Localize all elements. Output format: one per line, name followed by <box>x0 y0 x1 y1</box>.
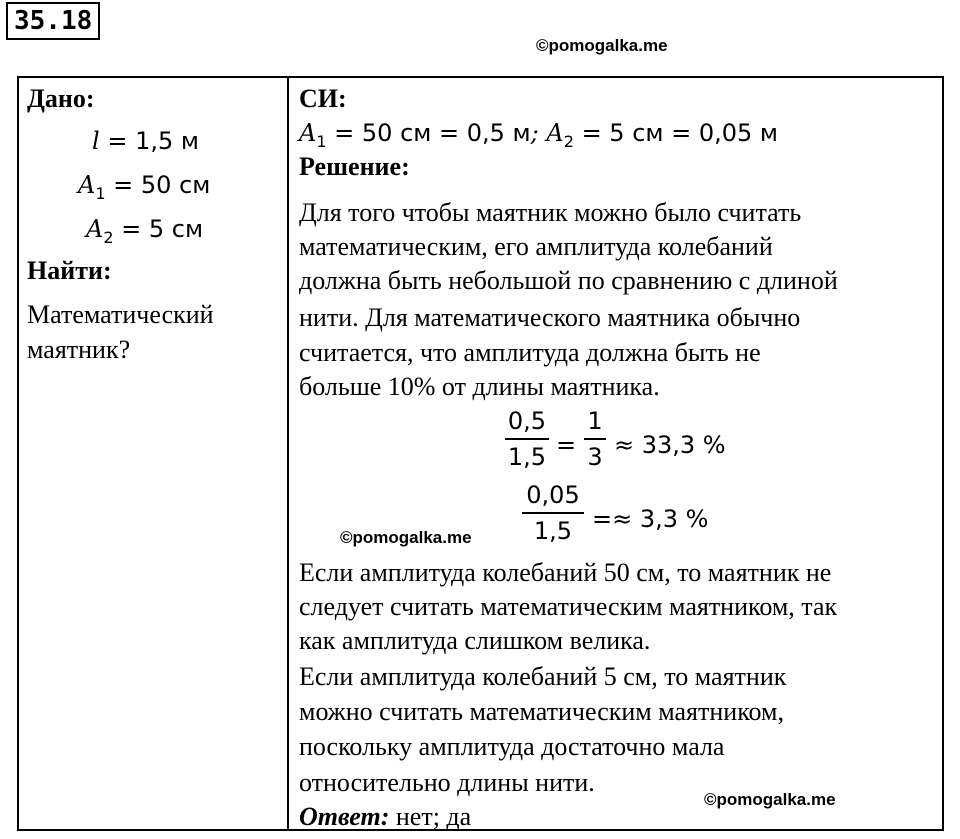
fraction-2-denominator: 1,5 <box>533 517 573 545</box>
solution-p1-line-1: Для того чтобы маятник можно было считать <box>299 198 802 227</box>
fraction-2 <box>522 480 584 546</box>
fraction-1b <box>584 406 606 472</box>
fraction-1-denominator: 1,5 <box>507 443 547 471</box>
find-heading: Найти: <box>27 256 112 285</box>
solution-p1-line-3: должна быть небольшой по сравнению с длиной <box>299 266 838 295</box>
a1-subscript: 1 <box>95 184 106 203</box>
given-length-value: = 1,5 м <box>107 127 199 155</box>
answer-label: Ответ: <box>299 802 390 831</box>
find-line-1: Математический <box>27 300 214 329</box>
a2-symbol: A <box>86 215 104 243</box>
formula-1-equals: = <box>556 431 577 459</box>
solution-p2-line-2: следует считать математическим маятником, так <box>299 592 838 621</box>
fraction-1b-numerator: 1 <box>587 407 603 435</box>
solution-p2-line-6: поскольку амплитуда достаточно мала <box>299 732 725 761</box>
find-line-2: маятник? <box>27 335 131 364</box>
given-length <box>92 124 199 158</box>
formula-1-result: ≈ 33,3 % <box>614 431 726 459</box>
solution-p1-line-5: считается, что амплитуда должна быть не <box>299 338 761 367</box>
column-divider <box>287 76 289 831</box>
solution-p2-line-1: Если амплитуда колебаний 50 см, то маятник не <box>299 558 832 587</box>
si-a1-symbol: A <box>299 119 317 147</box>
solution-p2-line-3: как амплитуда слишком велика. <box>299 626 651 655</box>
solution-heading: Решение: <box>299 152 410 181</box>
fraction-1-numerator: 0,5 <box>507 407 547 435</box>
formula-2-result: =≈ 3,3 % <box>592 505 709 533</box>
solution-p2-line-5: можно считать математическим маятником, <box>299 697 784 726</box>
given-a2 <box>86 212 203 255</box>
si-a1-subscript: 1 <box>316 132 327 151</box>
given-a1 <box>78 168 210 211</box>
solution-p1-line-2: математическим, его амплитуда колебаний <box>299 232 773 261</box>
a2-subscript: 2 <box>103 228 114 247</box>
si-a2-symbol: A <box>546 119 564 147</box>
solution-p2-line-7: относительно длины нити. <box>299 768 595 797</box>
si-a2-value: = 5 см = 0,05 м <box>581 119 779 147</box>
given-a2-value: = 5 см <box>121 215 204 243</box>
fraction-1-bar <box>505 438 549 440</box>
si-a1-value: = 50 см = 0,5 м <box>334 119 531 147</box>
fraction-1b-bar <box>584 438 606 440</box>
given-a1-value: = 50 см <box>113 171 211 199</box>
fraction-1b-denominator: 3 <box>587 443 603 471</box>
si-heading: СИ: <box>299 84 347 113</box>
given-heading: Дано: <box>27 84 95 113</box>
l-symbol: l <box>92 127 100 155</box>
si-a2-subscript: 2 <box>563 132 574 151</box>
solution-p1-line-4: нити. Для математического маятника обычно <box>299 303 801 332</box>
fraction-2-bar <box>522 512 584 514</box>
solution-p2-line-4: Если амплитуда колебаний 5 см, то маятник <box>299 662 787 691</box>
solution-p1-line-6: больше 10% от длины маятника. <box>299 372 660 401</box>
si-separator: ; <box>530 119 539 147</box>
watermark-middle: ©pomogalka.me <box>340 528 472 547</box>
fraction-2-numerator: 0,05 <box>526 481 580 509</box>
answer <box>299 800 471 834</box>
fraction-1 <box>505 406 549 472</box>
answer-text: нет; да <box>389 802 472 831</box>
watermark-bottom: ©pomogalka.me <box>704 790 836 809</box>
watermark-top: ©pomogalka.me <box>536 36 668 55</box>
a1-symbol: A <box>78 171 96 199</box>
problem-number: 35.18 <box>6 2 100 40</box>
